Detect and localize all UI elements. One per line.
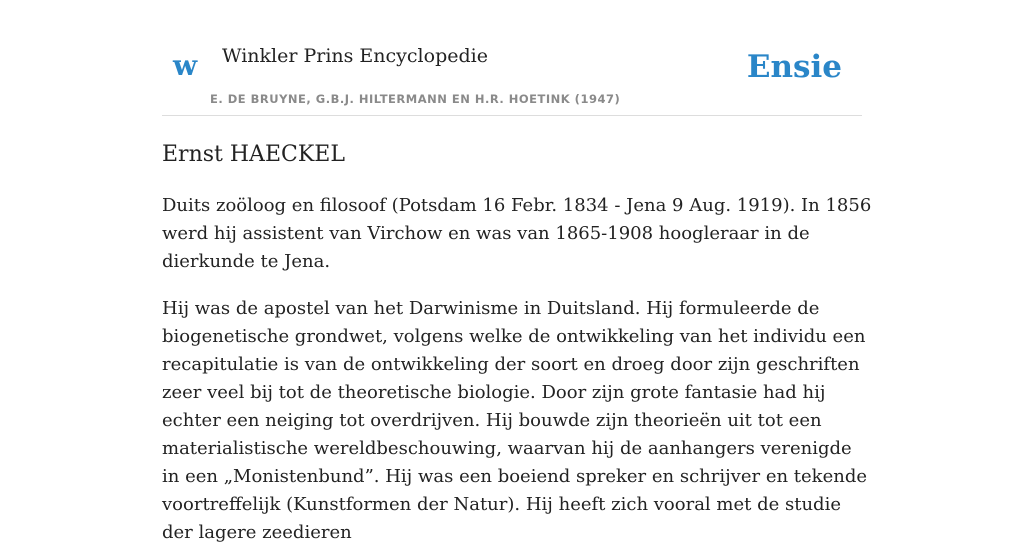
encyclopedia-logo-icon[interactable]: w	[173, 49, 198, 82]
article	[162, 140, 872, 547]
article-paragraph: Hij was de apostel van het Darwinisme in Duitsland. Hij formuleerde de biogenetische grondwet, volgens welke de ontwikkeling van het individu een recapitulatie is van de ontwikkeling der soort en droeg door zijn geschriften zeer veel bij tot de theoretische biologie. Door zijn grote fantasie had hij echter een neiging tot overdrijven. Hij bouwde zijn theorieën uit tot een materialistische wereldbeschouwing, waarvan hij de aanhangers verenigde in een „Monistenbund”. Hij was een boeiend spreker en schrijver en tekende voortreffelijk (Kunstformen der Natur). Hij heeft zich vooral met de studie der lagere zeedieren	[162, 298, 868, 543]
page-header	[162, 30, 862, 116]
ensie-logo[interactable]: Ensie	[746, 49, 842, 85]
article-paragraph: Duits zoöloog en filosoof (Potsdam 16 Febr. 1834 - Jena 9 Aug. 1919). In 1856 werd hij assistent van Virchow en was van 1865-1908 hoogleraar in de dierkunde te Jena.	[162, 195, 872, 272]
article-title: Ernst HAECKEL	[162, 142, 345, 167]
book-authors: E. DE BRUYNE, G.B.J. HILTERMANN EN H.R. HOETINK (1947)	[210, 92, 621, 106]
book-title[interactable]: Winkler Prins Encyclopedie	[222, 45, 488, 67]
